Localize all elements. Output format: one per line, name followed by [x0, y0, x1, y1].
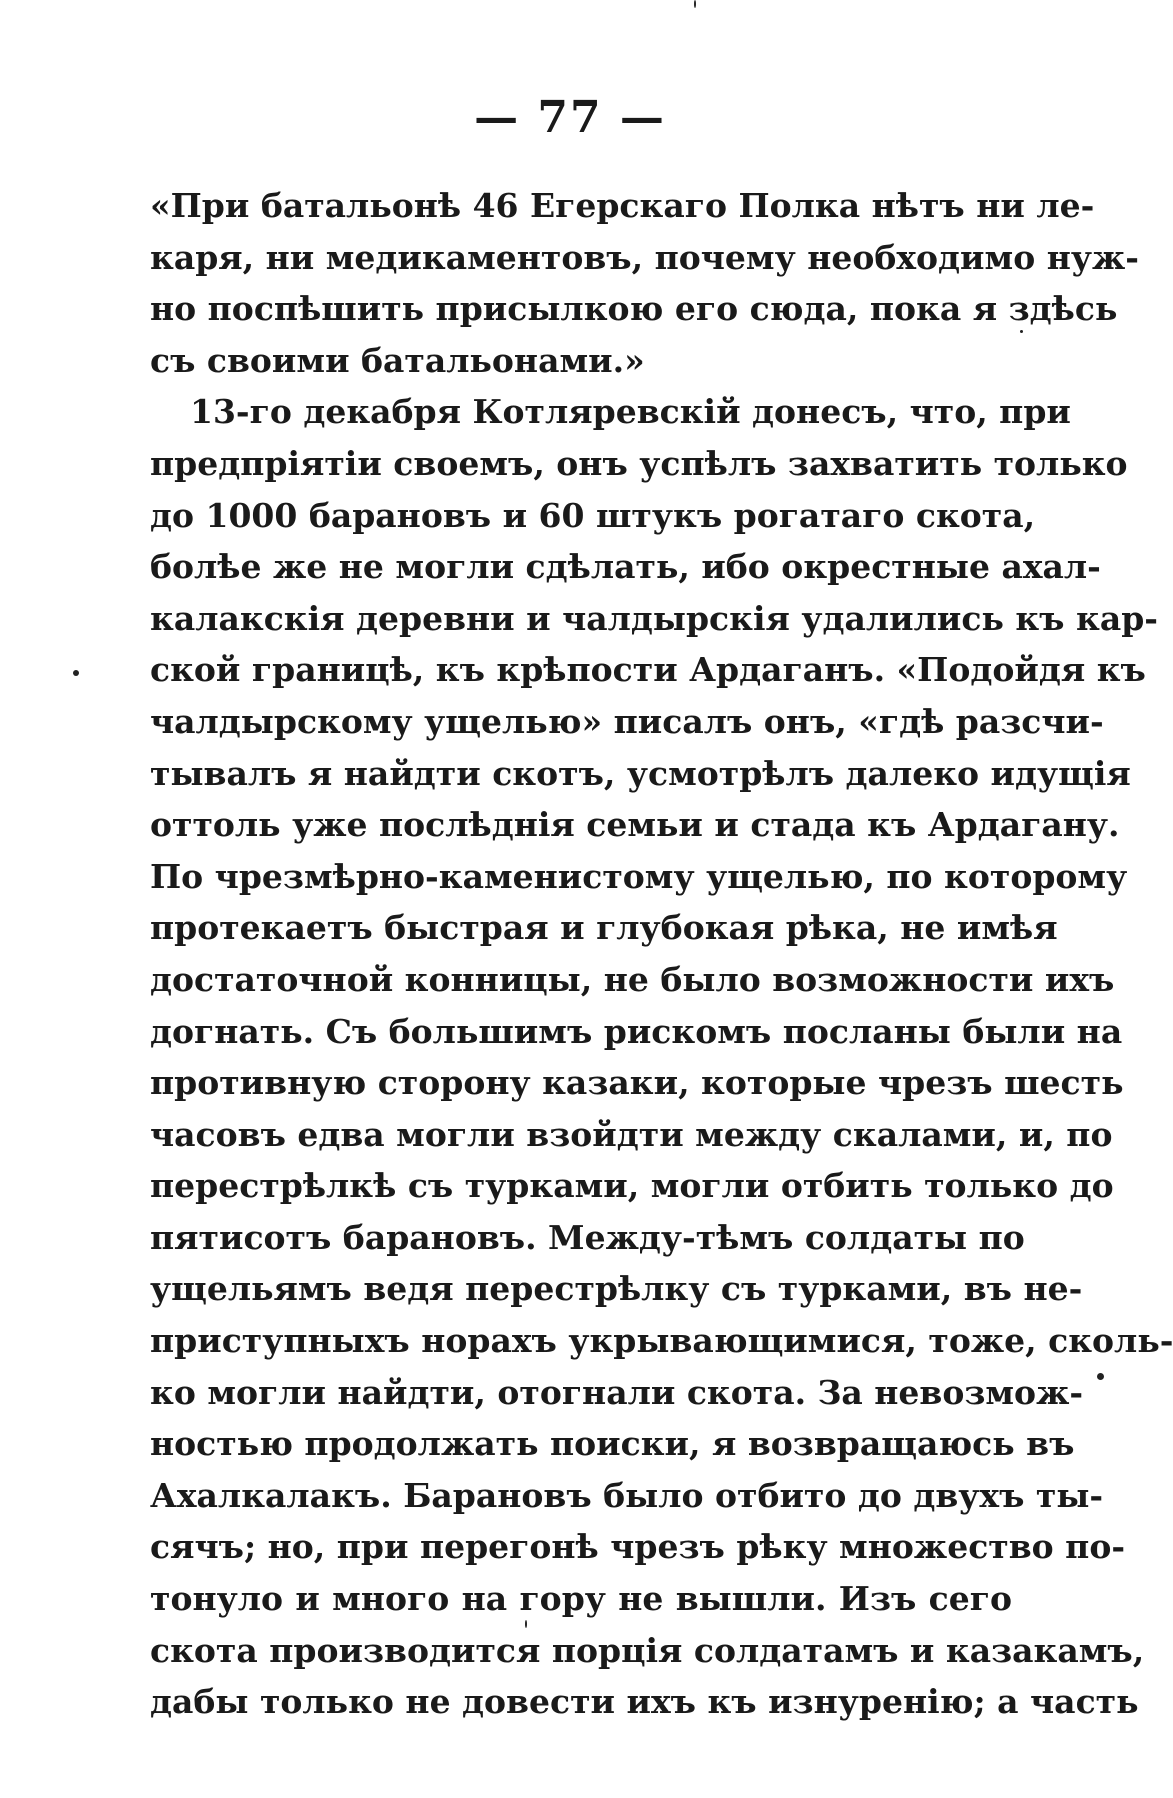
text-line: приступныхъ норахъ укрывающимися, тоже, сколь- [150, 1321, 1173, 1361]
text-line: сячъ; но, при перегонѣ чрезъ рѣку множество по- [150, 1527, 1126, 1567]
scan-speck [1097, 1373, 1104, 1380]
text-line: съ своими батальонами.» [150, 340, 645, 380]
text-line: По чрезмѣрно-каменистому ущелью, по которому [150, 856, 1128, 896]
text-line: оттоль уже послѣднія семьи и стада къ Ардагану. [150, 805, 1120, 845]
scan-speck [694, 0, 696, 8]
text-line: дабы только не довести ихъ къ изнуренію; а часть [150, 1682, 1139, 1722]
text-line: но поспѣшить присылкою его сюда, пока я здѣсь [150, 289, 1118, 329]
text-line: тывалъ я найдти скотъ, усмотрѣлъ далеко идущія [150, 753, 1131, 793]
text-line: тонуло и много на гору не вышли. Изъ сего [150, 1579, 1012, 1619]
text-line: до 1000 барановъ и 60 штукъ рогатаго скота, [150, 495, 1036, 535]
text-line: перестрѣлкѣ съ турками, могли отбить только до [150, 1166, 1114, 1206]
text-line: достаточной конницы, не было возможности ихъ [150, 959, 1115, 999]
text-line: каря, ни медикаментовъ, почему необходимо нуж- [150, 237, 1139, 277]
text-line: протекаетъ быстрая и глубокая рѣка, не имѣя [150, 908, 1058, 948]
text-line: 13-го декабря Котляревскій донесъ, что, при [190, 392, 1071, 432]
text-line: чалдырскому ущелью» писалъ онъ, «гдѣ разсчи- [150, 701, 1104, 741]
scan-speck [525, 1620, 527, 1628]
text-line: «При батальонѣ 46 Егерскаго Полка нѣтъ ни ле- [150, 186, 1095, 225]
text-line: ко могли найдти, отогнали скота. За невозмож- [150, 1372, 1084, 1412]
text-line: ской границѣ, къ крѣпости Ардаганъ. «Подойдя къ [150, 650, 1146, 690]
scan-speck [73, 670, 79, 676]
text-line: Ахалкалакъ. Барановъ было отбито до двухъ ты- [150, 1475, 1104, 1515]
text-line: скота производится порція солдатамъ и казакамъ, [150, 1630, 1145, 1670]
scan-speck [1020, 330, 1023, 333]
text-line: ущельямъ ведя перестрѣлку съ турками, въ не- [150, 1269, 1083, 1309]
text-line: догнать. Съ большимъ рискомъ посланы были на [150, 1011, 1123, 1051]
text-line: калакскія деревни и чалдырскія удалились къ кар- [150, 598, 1158, 638]
text-line: противную сторону казаки, которые чрезъ шесть [150, 1063, 1124, 1103]
text-line: пятисотъ барановъ. Между-тѣмъ солдаты по [150, 1217, 1025, 1257]
text-line: часовъ едва могли взойдти между скалами, и, по [150, 1114, 1113, 1154]
text-line: предпріятіи своемъ, онъ успѣлъ захватить только [150, 443, 1128, 483]
page-number: — 77 — [474, 92, 666, 143]
text-line: болѣе же не могли сдѣлать, ибо окрестные ахал- [150, 547, 1101, 587]
text-line: ностью продолжать поиски, я возвращаюсь въ [150, 1424, 1075, 1464]
body-text [150, 180, 1173, 1728]
